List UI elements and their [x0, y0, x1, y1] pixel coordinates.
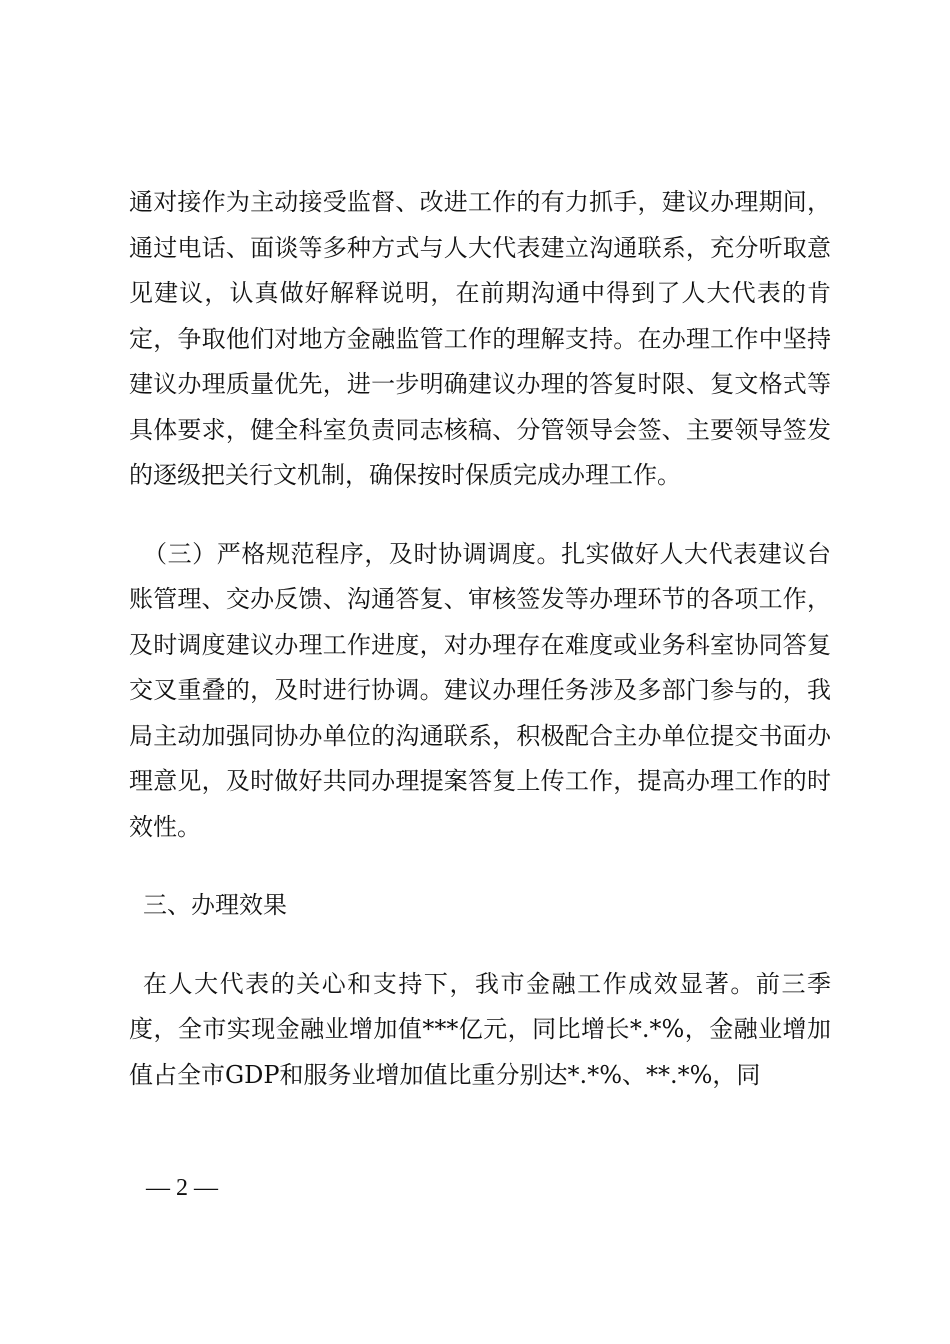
- paragraph-body-text: 前三季度，全市实现金融业增加值***亿元，同比增长*.*%，金融业增加值占全市GDP和服务业增加值比重分别达*.*%、**.*%，同: [129, 969, 831, 1089]
- paragraph-section-three: （三）严格规范程序，及时协调调度。扎实做好人大代表建议台账管理、交办反馈、沟通答复、审核签发等办理环节的各项工作，及时调度建议办理工作进度，对办理存在难度或业务科室协同答复交叉重叠的，及时进行协调。建议办理任务涉及多部门参与的，我局主动加强同协办单位的沟通联系，积极配合主办单位提交书面办理意见，及时做好共同办理提案答复上传工作，提高办理工作的时效性。: [129, 539, 831, 841]
- paragraph-continued: 通对接作为主动接受监督、改进工作的有力抓手，建议办理期间，通过电话、面谈等多种方式与人大代表建立沟通联系，充分听取意见建议，认真做好解释说明，在前期沟通中得到了人大代表的肯定，争取他们对地方金融监管工作的理解支持。在办理工作中坚持建议办理质量优先，进一步明确建议办理的答复时限、复文格式等具体要求，健全科室负责同志核稿、分管领导会签、主要领导签发的逐级把关行文机制，确保按时保质完成办理工作。: [129, 188, 831, 489]
- page-number: — 2 —: [146, 1175, 218, 1201]
- paragraph-results: [129, 962, 831, 1099]
- page-body: [129, 180, 831, 1098]
- section-heading: 三、办理效果: [143, 891, 287, 919]
- paragraph-lead-sentence: 在人大代表的关心和支持下，我市金融工作成效显著。: [143, 969, 756, 998]
